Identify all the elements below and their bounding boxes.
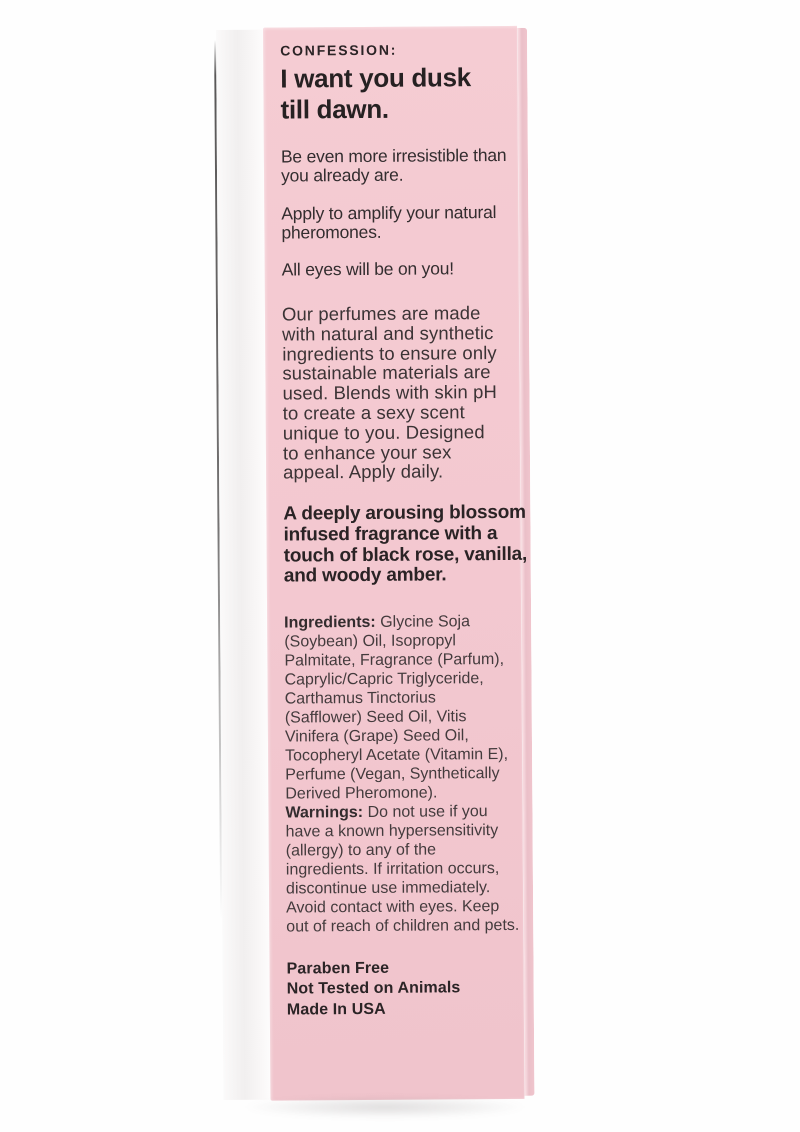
claim-paraben-free: Paraben Free [286,959,390,978]
ingredients-text: Glycine Soja (Soybean) Oil, Isopropyl Palmitate, Fragrance (Parfum), Caprylic/Capric Triglyceride, Carthamus Tinctorius (Safflower) Seed Oil, Vitis Vinifera (Grape) Seed Oil, Tocopheryl Acetate (Vitamin E), Perfume (Vegan, Synthetically Derived Pheromone). [284,613,509,803]
box-shadow [245,1096,525,1118]
fragrance-note: A deeply arousing blossom infused fragrance with a touch of black rose, vanilla, and woody amber. [283,501,528,587]
claims-block [287,958,461,1020]
box-back-panel [263,26,528,1101]
confession-label: CONFESSION: [280,41,398,59]
description-paragraph: Our perfumes are made with natural and synthetic ingredients to ensure only sustainable materials are used. Blends with skin pH to create a sexy scent unique to you. Designed to enhance your sex appeal. Apply daily. [281,302,497,483]
warnings-text: Do not use if you have a known hypersensitivity (allergy) to any of the ingredients. If irritation occurs, discontinue use immediately. Avoid contact with eyes. Keep out of reach of children and pets. [285,803,520,936]
claim-not-tested-on-animals: Not Tested on Animals [286,979,461,998]
intro-paragraph-3: All eyes will be on you! [281,258,454,280]
warnings-label: Warnings: [285,803,364,822]
box-side-panel [216,30,270,1100]
product-box [214,26,534,1104]
ingredients-label: Ingredients: [284,613,376,632]
headline: I want you dusk till dawn. [280,62,471,125]
claim-made-in-usa: Made In USA [286,1000,386,1019]
intro-paragraph-1: Be even more irresistible than you already are. [280,144,507,186]
ingredients-warnings-block [284,612,519,937]
intro-paragraph-2: Apply to amplify your natural pheromones. [281,202,497,243]
